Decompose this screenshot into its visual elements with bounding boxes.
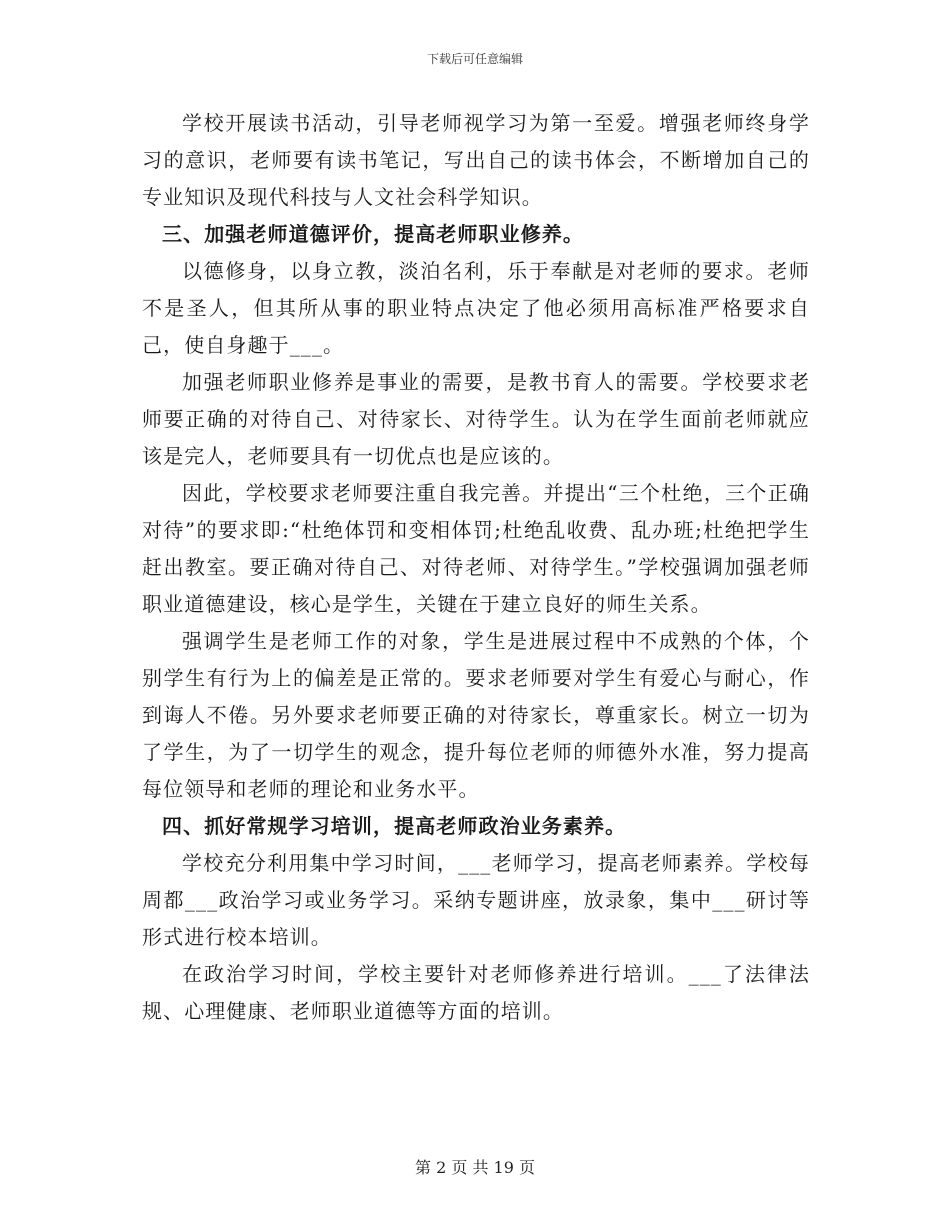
page-number: 第 2 页 共 19 页 <box>415 1158 535 1177</box>
paragraph-training: 学校充分利用集中学习时间，___老师学习，提高老师素养。学校每周都___政治学习或业务学习。采纳专题讲座，放录象，集中___研讨等形式进行校本培训。 <box>142 851 810 949</box>
section-heading-4: 四、抓好常规学习培训，提高老师政治业务素养。 <box>162 814 627 838</box>
paragraph-three-prohibitions: 因此，学校要求老师要注重自我完善。并提出“三个杜绝，三个正确对待”的要求即:“杜绝体罚和变相体罚;杜绝乱收费、乱办班;杜绝把学生赶出教室。要正确对待自己、对待老师、对待学生。”学校强调加强老师职业道德建设，核心是学生，关键在于建立良好的师生关系。 <box>142 481 810 616</box>
document-body <box>142 105 810 1030</box>
paragraph-reading: 学校开展读书活动，引导老师视学习为第一至爱。增强老师终身学习的意识，老师要有读书笔记，写出自己的读书体会，不断增加自己的专业知识及现代科技与人文社会科学知识。 <box>142 111 810 209</box>
paragraph-students: 强调学生是老师工作的对象，学生是进展过程中不成熟的个体，个别学生有行为上的偏差是正常的。要求老师要对学生有爱心与耐心，作到诲人不倦。另外要求老师要正确的对待家长，尊重家长。树立一切为了学生，为了一切学生的观念，提升每位老师的师德外水准，努力提高每位领导和老师的理论和业务水平。 <box>142 629 810 801</box>
paragraph-morality: 以德修身，以身立教，淡泊名利，乐于奉献是对老师的要求。老师不是圣人，但其所从事的职业特点决定了他必须用高标准严格要求自己，使自身趣于___。 <box>142 259 810 357</box>
section-heading-3: 三、加强老师道德评价，提高老师职业修养。 <box>162 222 584 246</box>
paragraph-political-study: 在政治学习时间，学校主要针对老师修养进行培训。___了法律法规、心理健康、老师职业道德等方面的培训。 <box>142 962 810 1023</box>
page-header: 下载后可任意编辑 <box>426 52 523 66</box>
paragraph-cultivation: 加强老师职业修养是事业的需要，是教书育人的需要。学校要求老师要正确的对待自己、对待家长、对待学生。认为在学生面前老师就应该是完人，老师要具有一切优点也是应该的。 <box>142 370 810 468</box>
